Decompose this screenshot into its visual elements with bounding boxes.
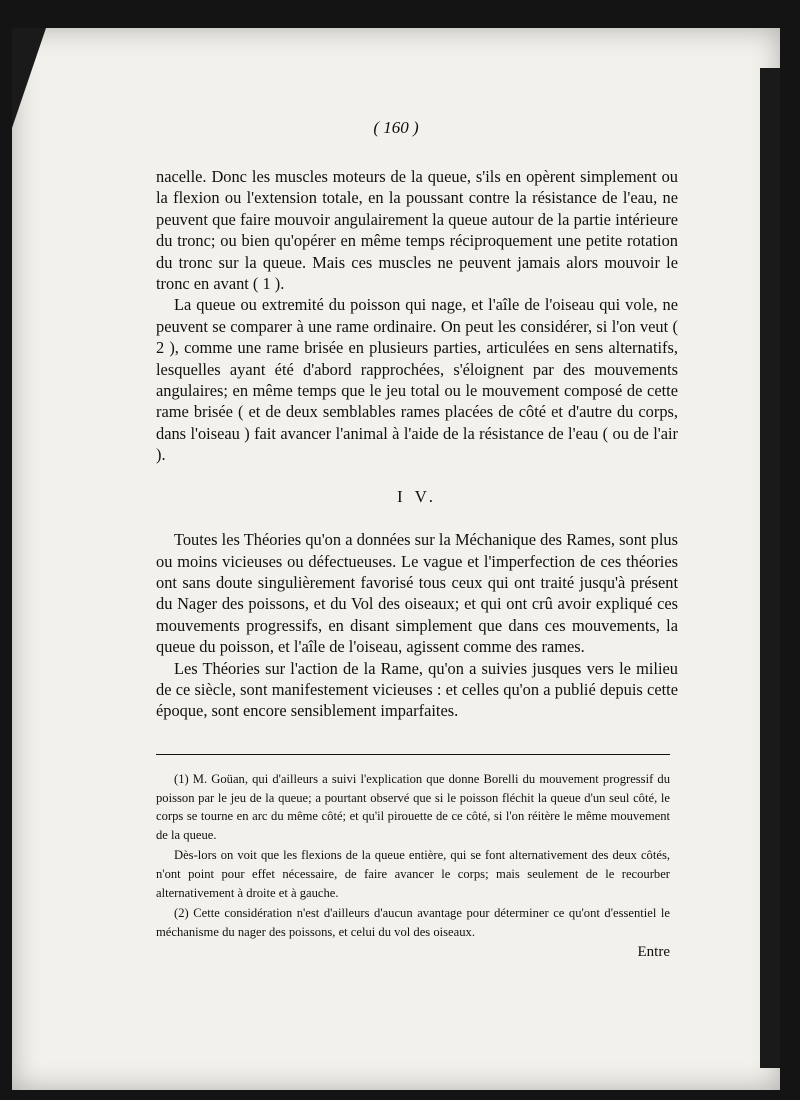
footnote-divider — [156, 754, 670, 755]
page-number: ( 160 ) — [373, 118, 419, 137]
catchword: Entre — [637, 944, 670, 960]
paragraph: Toutes les Théories qu'on a données sur la Méchanique des Rames, sont plus ou moins vicieuses ou défectueuses. Le vague et l'imperfection de ces théories ont sans doute singulièrement favorisé tous ceux qui ont traité jusqu'à présent du Nager des poissons, et du Vol des oiseaux; et qui ont crû avoir expliqué ces mouvements progressifs, en disant simplement que dans ces mouvements, la queue du poisson, et l'aîle de l'oiseau, agissent comme des rames. — [156, 530, 678, 657]
footnote: (1) M. Goüan, qui d'ailleurs a suivi l'explication que donne Borelli du mouvement progressif du poisson par le jeu de la queue; a pourtant observé que si le poisson fléchit la queue d'un seul côté, le corps se tourne en arc du même côté; et qu'il pirouette de ce côté, si l'on réitère le même mouvement de la queue. — [156, 772, 670, 842]
section-heading: I V. — [397, 486, 437, 506]
paragraph: nacelle. Donc les muscles moteurs de la queue, s'ils en opèrent simplement ou la flexion ou l'extension totale, en la poussant contre la résistance de l'eau, ne peuvent que faire mouvoir angulairement la queue autour de la partie intérieure du tronc; ou bien qu'opérer en même temps réciproquement une petite rotation du tronc sur la queue. Mais ces muscles ne peuvent jamais alors mouvoir le tronc en avant ( 1 ). — [156, 167, 678, 294]
folded-corner — [12, 28, 46, 128]
paragraph: La queue ou extremité du poisson qui nage, et l'aîle de l'oiseau qui vole, ne peuvent se comparer à une rame ordinaire. On peut les considérer, si l'on veut ( 2 ), comme une rame brisée en plusieurs parties, articulées en sens alternatifs, lesquelles ayant été d'abord rapprochées, s'éloignent par des mouvements angulaires; en même temps que le jeu total ou le mouvement composé de cette rame brisée ( et de deux semblables rames placées de côté et d'autre du corps, dans l'oiseau ) fait avancer l'animal à l'aide de la résistance de l'eau ( ou de l'air ). — [156, 295, 678, 465]
main-text — [156, 166, 678, 722]
footnote: Dès-lors on voit que les flexions de la queue entière, qui se font alternativement des deux côtés, n'ont point pour effet nécessaire, de faire avancer le corps; mais seulement de le recourber alternativement à droite et à gauche. — [156, 848, 670, 900]
scan-border-right — [760, 68, 780, 1068]
footnotes — [156, 770, 670, 943]
footnote: (2) Cette considération n'est d'ailleurs d'aucun avantage pour déterminer ce qu'ont d'essentiel le méchanisme du nager des poissons, et celui du vol des oiseaux. — [156, 906, 670, 939]
paragraph: Les Théories sur l'action de la Rame, qu'on a suivies jusques vers le milieu de ce siècle, sont manifestement vicieuses : et celles qu'on a publié depuis cette époque, sont encore sensiblement imparfaites. — [156, 658, 678, 721]
book-page — [12, 28, 780, 1090]
